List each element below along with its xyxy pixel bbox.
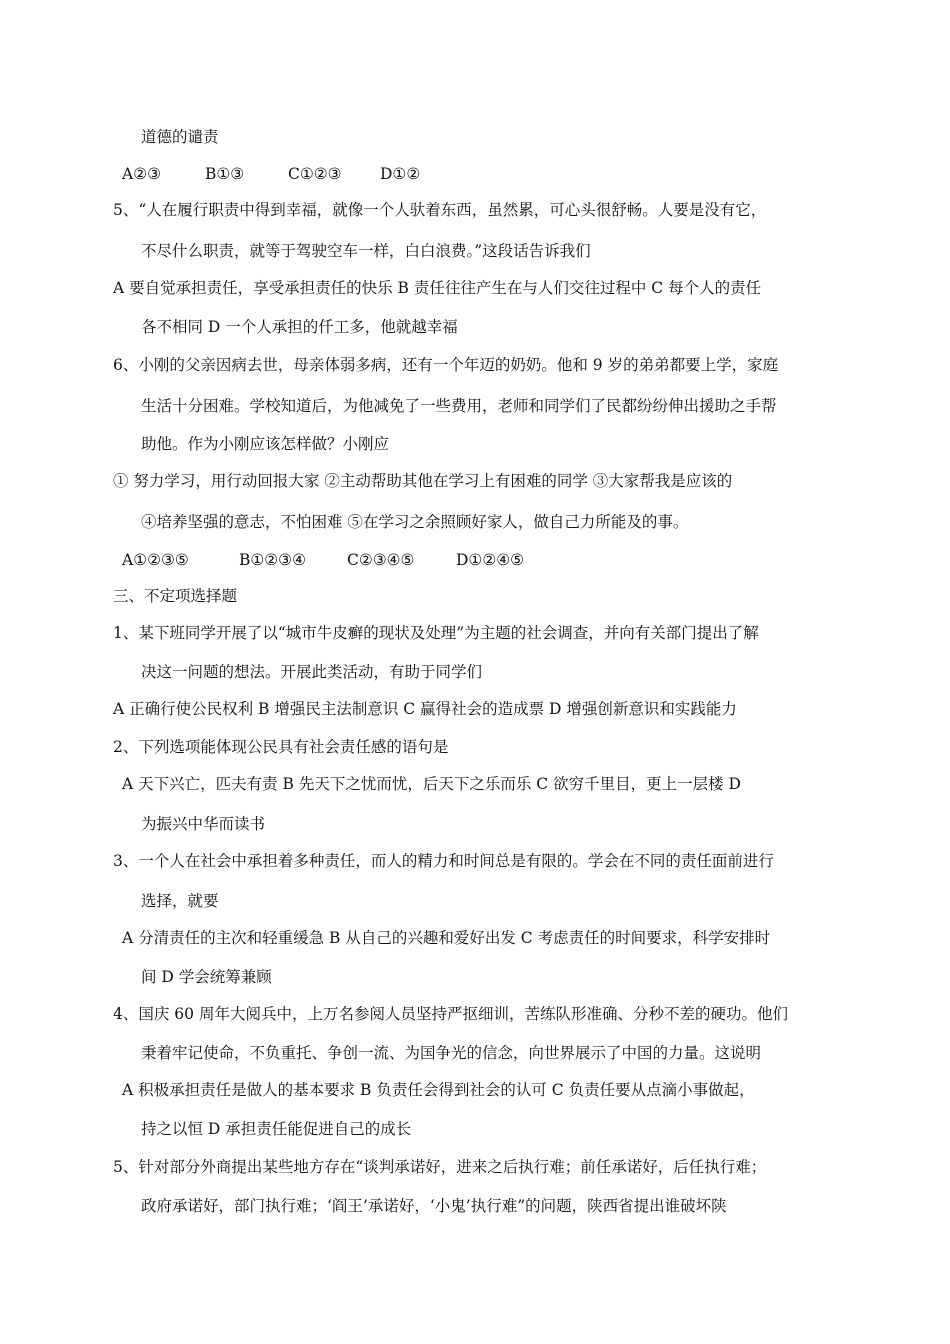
question-text: 不尽什么职责，就等于驾驶空车一样，白白浪费。”这段话告诉我们 (141, 242, 591, 260)
question-text: 5、针对部分外商提出某些地方存在“谈判承诺好，进来之后执行难；前任承诺好，后任执行难； (113, 1158, 767, 1176)
statement-line: ① 努力学习，用行动回报大家 ②主动帮助其他在学习上有困难的同学 ③大家帮我是应该的 (113, 472, 733, 490)
answer-options-line: 持之以恒 D 承担责任能促进自己的成长 (141, 1120, 412, 1138)
text-line: 道德的谴责 (141, 128, 219, 146)
option-c: C②③④⑤ (347, 551, 415, 569)
answer-options (122, 164, 420, 184)
option-b: B①②③④ (239, 551, 306, 569)
question-text: 4、国庆 60 周年大阅兵中，上万名参阅人员坚持严抠细训，苦练队形准确、分秒不差的硬功。他们 (113, 1005, 788, 1023)
question-text: 助他。作为小刚应该怎样做？小刚应 (141, 435, 390, 453)
answer-options-line: A 天下兴亡，匹夫有责 B 先天下之忧而忧，后天下之乐而乐 C 欲穷千里目，更上一层楼 D (122, 775, 741, 793)
option-a: A②③ (122, 165, 161, 183)
question-text: 选择，就要 (141, 892, 219, 910)
statement-line: ④培养坚强的意志，不怕困难 ⑤在学习之余照顾好家人，做自己力所能及的事。 (141, 513, 689, 531)
answer-options-line: 各不相同 D 一个人承担的仟工多，他就越幸福 (141, 318, 458, 336)
question-text: 2、下列选项能体现公民具有社会责任感的语句是 (113, 738, 449, 756)
question-text: 秉着牢记使命，不负重托、争创一流、为国争光的信念，向世界展示了中国的力量。这说明 (141, 1044, 762, 1062)
option-d: D①②④⑤ (456, 551, 525, 569)
question-text: 政府承诺好，部门执行难；‘阎王’承诺好，‘小鬼’执行难”的问题，陕西省提出谁破坏陕 (141, 1197, 727, 1215)
option-a: A①②③⑤ (122, 551, 189, 569)
question-text: 生活十分困难。学校知道后，为他减免了一些费用，老师和同学们了民都纷纷伸出援助之手帮 (141, 397, 777, 415)
answer-options (122, 550, 524, 570)
question-text: 5、“人在履行职责中得到幸福，就像一个人驮着东西，虽然累，可心头很舒畅。人要是没有它， (113, 201, 767, 219)
section-heading: 三、不定项选择题 (113, 587, 238, 605)
answer-options-line: 为振兴中华而读书 (141, 815, 266, 833)
question-text: 决这一问题的想法。开展此类活动，有助于同学们 (141, 663, 483, 681)
question-text: 1、某下班同学开展了以“城市牛皮癣的现状及处理”为主题的社会调查，并向有关部门提出了解 (113, 624, 759, 642)
answer-options-line: A 正确行使公民权利 B 增强民主法制意识 C 赢得社会的造成票 D 增强创新意识和实践能力 (113, 700, 737, 718)
question-text: 6、小刚的父亲因病去世，母亲体弱多病，还有一个年迈的奶奶。他和 9 岁的弟弟都要上学，家庭 (113, 356, 779, 374)
answer-options-line: A 积极承担责任是做人的基本要求 B 负责任会得到社会的认可 C 负责任要从点滴小事做起， (122, 1081, 755, 1099)
answer-options-line: A 分清责任的主次和轻重缓急 B 从自己的兴趣和爱好出发 C 考虑责任的时间要求，科学安排时 (122, 929, 771, 947)
option-c: C①②③ (288, 165, 342, 183)
option-d: D①② (380, 165, 421, 183)
question-text: 3、一个人在社会中承担着多种责任，而人的精力和时间总是有限的。学会在不同的责任面前进行 (113, 852, 774, 870)
answer-options-line: 间 D 学会统筹兼顾 (141, 968, 272, 986)
option-b: B①③ (205, 165, 245, 183)
answer-options-line: A 要自觉承担责任，享受承担责任的快乐 B 责任往往产生在与人们交往过程中 C 每个人的责任 (113, 279, 762, 297)
